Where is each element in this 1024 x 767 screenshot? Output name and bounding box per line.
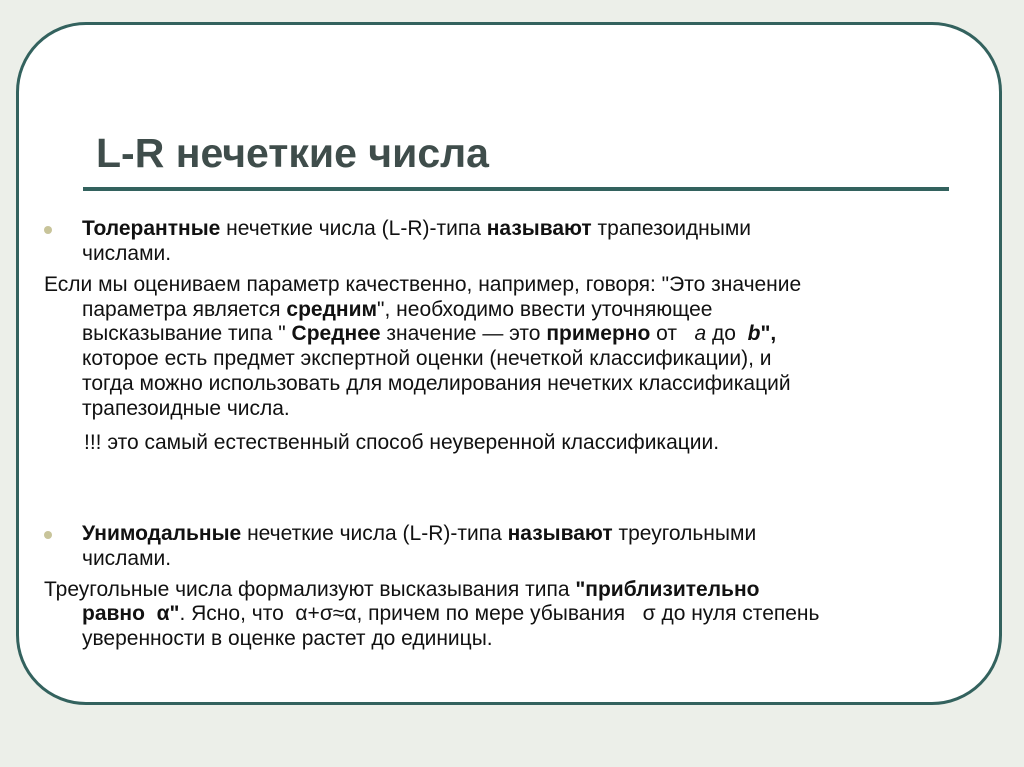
paragraph2-line3: уверенности в оценке растет до единицы. [82, 627, 493, 650]
slide-title: L-R нечеткие числа [96, 130, 489, 176]
bullet1-line2: числами. [82, 242, 172, 265]
bullet1-text-b: трапезоидными [591, 217, 752, 240]
paragraph1-line2 [82, 297, 712, 322]
p1-l3-c: значение — это [380, 322, 547, 345]
paragraph1-line1: Если мы оцениваем параметр качественно, например, говоря: "Это значение [44, 273, 802, 296]
bullet-dot-icon [44, 226, 52, 234]
bullet-dot-icon [44, 531, 52, 539]
p1-l3-f: a [694, 322, 707, 345]
paragraph1-note: !!! это самый естественный способ неуверенной классификации. [84, 431, 720, 454]
paragraph1-line5: тогда можно использовать для моделирования нечетких классификаций [82, 372, 791, 395]
paragraph2-line2 [82, 601, 819, 626]
bullet2-term: Унимодальные [82, 522, 242, 545]
p2-l1-b: "приблизительно [575, 578, 760, 601]
bullet2-text-b: треугольными [612, 522, 757, 545]
p2-l2-a: равно α" [82, 602, 180, 625]
bullet1-verb: называют [486, 217, 592, 240]
p1-l3-a: высказывание типа " [82, 322, 292, 345]
p2-l2-b: . Ясно, что α+σ≈α, причем по мере убывания σ до нуля степень [179, 602, 820, 625]
p1-l3-g: до [706, 322, 748, 345]
bullet1-line1 [82, 216, 751, 241]
paragraph1-line3 [82, 321, 776, 346]
p1-l3-h: b [747, 322, 761, 345]
p1-l3-b: Среднее [291, 322, 381, 345]
p1-l3-e: от [650, 322, 695, 345]
paragraph2-line1 [44, 577, 759, 602]
paragraph1-line4: которое есть предмет экспертной оценки (нечеткой классификации), и [82, 347, 772, 370]
bullet1-text-a: нечеткие числа (L-R)-типа [220, 217, 487, 240]
bullet1-term: Толерантные [82, 217, 221, 240]
bullet2-text-a: нечеткие числа (L-R)-типа [241, 522, 508, 545]
p1-l2-b: средним [286, 298, 378, 321]
p1-l2-c: ", необходимо ввести уточняющее [377, 298, 713, 321]
p2-l1-a: Треугольные числа формализуют высказывания типа [44, 578, 576, 601]
p1-l2-a: параметра является [82, 298, 287, 321]
bullet2-line1 [82, 521, 756, 546]
p1-l3-d: примерно [546, 322, 651, 345]
bullet2-line2: числами. [82, 547, 172, 570]
p1-l3-i: ", [760, 322, 777, 345]
bullet2-verb: называют [507, 522, 613, 545]
paragraph1-line6: трапезоидные числа. [82, 397, 290, 420]
